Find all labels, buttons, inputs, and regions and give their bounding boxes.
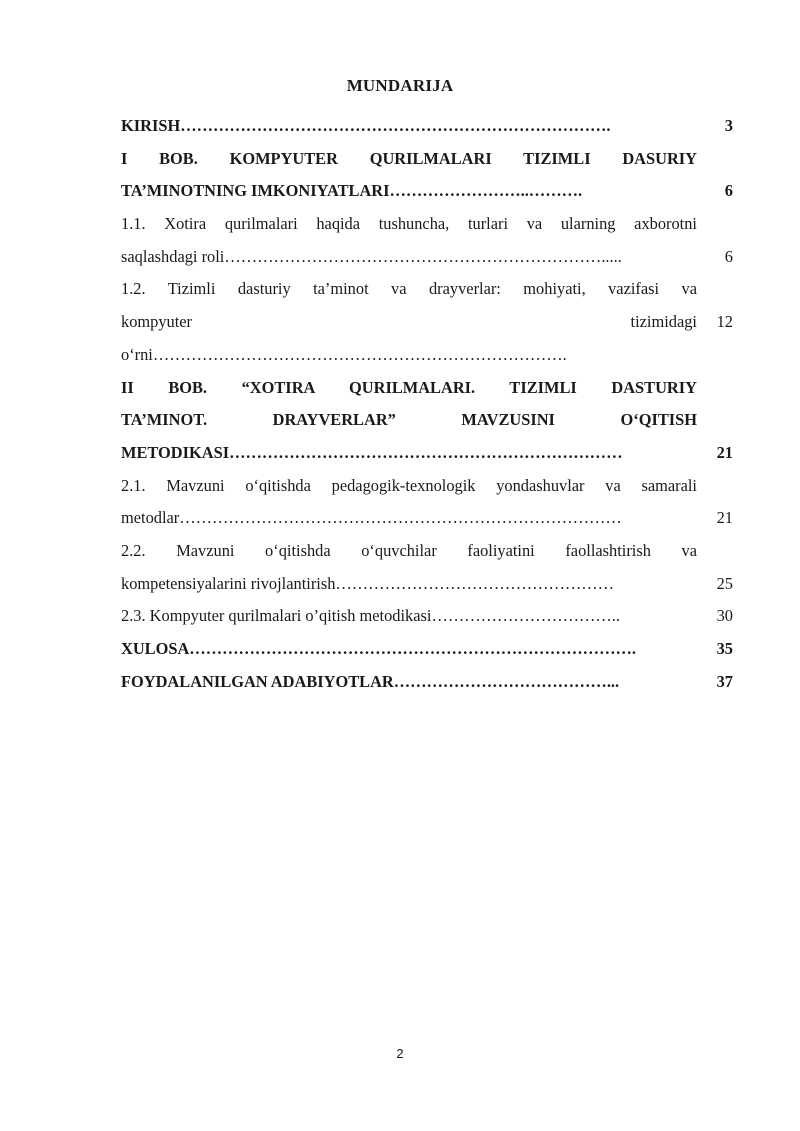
- toc-entry-line: KIRISH…………………………………………………………………….: [121, 116, 611, 135]
- toc-entry-line: kompetensiyalarini rivojlantirish……………………………………………: [121, 573, 615, 593]
- toc-entry-text: [121, 372, 697, 470]
- toc-entry-section-2-1: [121, 470, 733, 535]
- toc-entry-line: metodlar………………………………………………………………………: [121, 508, 622, 528]
- toc-entry-kirish: [121, 110, 733, 143]
- toc-entry-text: [121, 143, 697, 208]
- toc-entry-line: 2.1. Mavzuni o‘qitishda pedagogik-texnologik yondashuvlar va samarali: [121, 475, 697, 495]
- toc-entry-text: [121, 633, 697, 666]
- toc-title: MUNDARIJA: [346, 76, 454, 95]
- toc-entry-line: TA’MINOT. DRAYVERLAR” MAVZUSINI O‘QITISH: [121, 410, 697, 430]
- toc-entry-section-2-3: [121, 600, 733, 633]
- toc-page-number: 35: [716, 639, 733, 658]
- toc-entry-line: 2.3. Kompyuter qurilmalari o’qitish metodikasi……………………………..: [121, 606, 620, 626]
- toc-entry-text: [121, 535, 697, 600]
- toc-entry-chapter-2: [121, 372, 733, 470]
- toc-page-number: 37: [716, 671, 733, 691]
- toc-page-number: 12: [716, 312, 733, 332]
- toc-entry-text: [121, 273, 697, 371]
- toc-page-number: 25: [716, 573, 733, 593]
- toc-entry-section-2-2: [121, 535, 733, 600]
- toc-entry-section-1-2: [121, 273, 733, 371]
- toc-entry-xulosa: [121, 633, 733, 666]
- toc-entry-text: [121, 110, 697, 143]
- toc-entry-line: XULOSA……………………………………………………………………….: [121, 639, 636, 658]
- toc-entry-text: [121, 666, 697, 699]
- toc-page-number: 6: [724, 181, 733, 201]
- toc-entry-line: o‘rni………………………………………………………………….: [121, 344, 567, 364]
- toc-entry-line: saqlashdagi roli…………………………………………………………….....: [121, 246, 622, 266]
- toc-entry-line: II BOB. “XOTIRA QURILMALARI. TIZIMLI DASTURIY: [121, 377, 697, 397]
- toc-page-number: 3: [724, 116, 733, 135]
- toc-entry-section-1-1: [121, 208, 733, 273]
- toc-entry-references: [121, 666, 733, 699]
- toc-entry-line: 2.2. Mavzuni o‘qitishda o‘quvchilar faoliyatini faollashtirish va: [121, 540, 697, 560]
- toc-entry-line: 1.1. Xotira qurilmalari haqida tushuncha, turlari va ularning axborotni: [121, 214, 697, 234]
- toc-page-number: 21: [716, 508, 733, 528]
- toc-page-number: 21: [716, 442, 733, 462]
- toc-entry-line: TA’MINOTNING IMKONIYATLARI……………………..……….: [121, 181, 583, 201]
- toc-entry-text: [121, 600, 697, 633]
- toc-entry-line: I BOB. KOMPYUTER QURILMALARI TIZIMLI DASURIY: [121, 148, 697, 168]
- toc-entry-text: [121, 208, 697, 273]
- toc-entry-line: kompyuter tizimidagi: [121, 312, 697, 332]
- toc-entry-line: METODIKASI………………………………………………………………: [121, 442, 623, 462]
- toc-entry-line: 1.2. Tizimli dasturiy ta’minot va drayverlar: mohiyati, vazifasi va: [121, 279, 697, 299]
- page-number-footer: 2: [396, 1046, 404, 1061]
- toc-entry-chapter-1: [121, 143, 733, 208]
- toc-entry-text: [121, 470, 697, 535]
- toc-entry-line: FOYDALANILGAN ADABIYOTLAR…………………………………...: [121, 671, 620, 691]
- toc-page-number: 6: [724, 246, 733, 266]
- toc-page-number: 30: [716, 606, 733, 626]
- table-of-contents: [121, 110, 733, 698]
